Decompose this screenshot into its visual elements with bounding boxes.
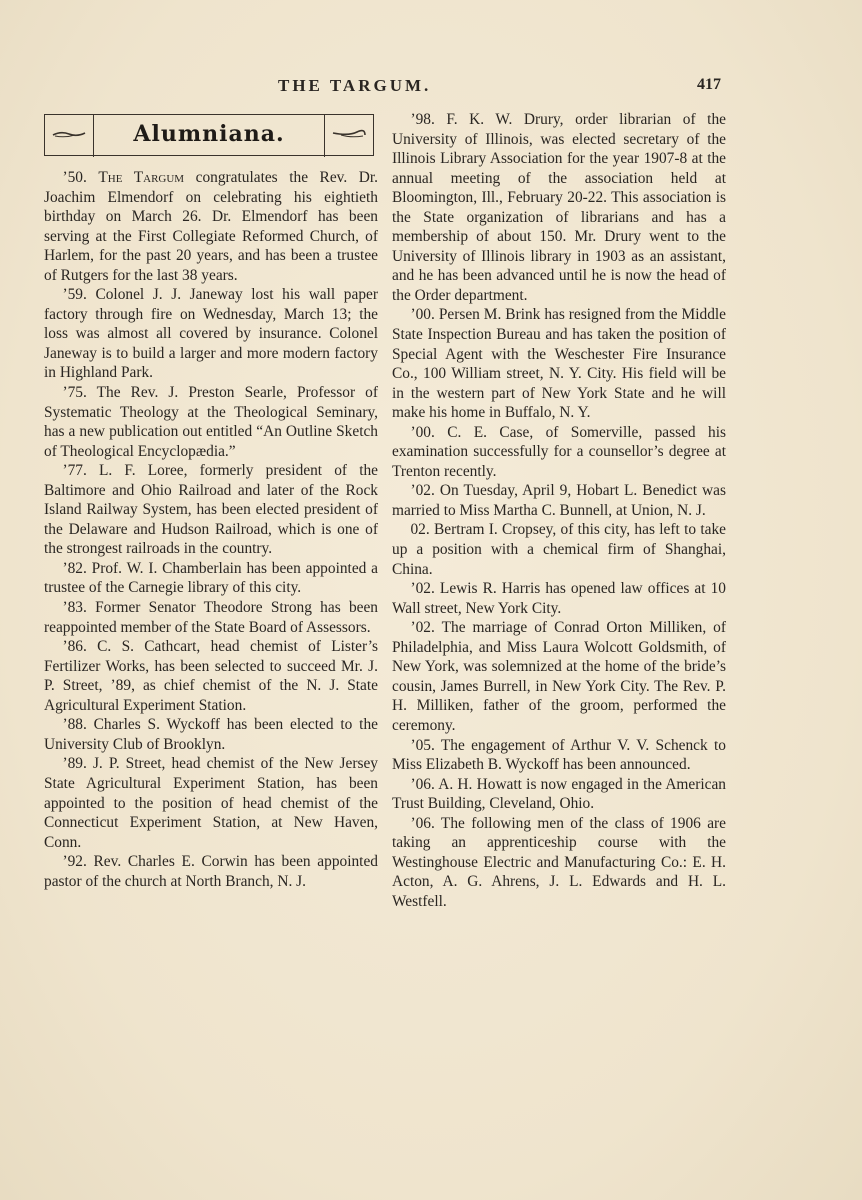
- class-year: 02.: [410, 521, 430, 539]
- alumni-note: [392, 110, 726, 305]
- alumni-note: [392, 423, 726, 482]
- alumni-note: [392, 736, 726, 775]
- note-text: The Rev. J. Preston Searle, Professor of Systematic Theology at the Theological Seminary, has a new publication out entitled “An Outline Sketch of Theological Encyclopædia.”: [44, 384, 378, 460]
- section-header-box: [44, 114, 374, 156]
- alumni-note: [392, 579, 726, 618]
- class-year: ’05.: [410, 736, 435, 754]
- note-text: L. F. Loree, formerly president of the Baltimore and Ohio Railroad and later of the Rock Island Railway System, has been elected president of the Delaware and Hudson Railroad, which is one of the strongest railroads in the country.: [44, 462, 379, 558]
- note-text: The marriage of Conrad Orton Milliken, of Philadelphia, and Miss Laura Wolcott Goldsmith, of New York, was solemnized at the home of the bride’s cousin, James Burrell, in New York City. The Rev. P. H. Milliken, father of the groom, performed the ceremony.: [392, 619, 726, 734]
- note-text: Charles S. Wyckoff has been elected to the University Club of Brooklyn.: [44, 716, 378, 753]
- note-text: C. E. Case, of Somerville, passed his examination successfully for a counsellor’s degree at Trenton recently.: [392, 423, 726, 480]
- class-year: ’75.: [62, 384, 87, 402]
- note-text: Persen M. Brink has resigned from the Middle State Inspection Bureau and has taken the position of Special Agent with the Weschester Fire Insurance Co., 100 William street, N. Y. City. His field will be in the western part of New York State and he will make his home in Buffalo, N. Y.: [392, 306, 726, 422]
- note-text: Lewis R. Harris has opened law offices at 10 Wall street, New York City.: [392, 580, 726, 617]
- right-column: [392, 110, 726, 911]
- left-entries: [44, 168, 378, 891]
- alumni-note: [44, 715, 378, 754]
- note-text: On Tuesday, April 9, Hobart L. Benedict was married to Miss Martha C. Bunnell, at Union, N. J.: [392, 482, 726, 519]
- note-text: Bertram I. Cropsey, of this city, has left to take up a position with a chemical firm of Shanghai, China.: [392, 521, 726, 578]
- note-text: congratulates the Rev. Dr. Joachim Elmendorf on celebrating his eightieth birthday on March 26. Dr. Elmendorf has been serving at the First Collegiate Reformed Church, of Harlem, for the past 20 years, and has been a trustee of Rutgers for the last 38 years.: [44, 169, 378, 284]
- class-year: ’98.: [410, 111, 435, 128]
- right-flourish-icon: [331, 127, 367, 141]
- section-title-panel: [93, 114, 325, 157]
- class-year: ’83.: [62, 599, 87, 617]
- alumni-note: [44, 598, 378, 637]
- class-year: ’06.: [410, 814, 435, 832]
- note-text: F. K. W. Drury, order librarian of the University of Illinois, was elected secretary of the Illinois Library Association for the year 1907-8 at the annual meeting of the association held at Bloomington, Ill., February 20-22. This association is the State organization of librarians and has a membership of about 150. Mr. Drury went to the University of Illinois library in 1903 as an assistant, and he has been advanced until he is now the head of the Order department.: [392, 111, 726, 304]
- running-title: THE TARGUM.: [278, 76, 432, 95]
- class-year: ’86.: [62, 638, 87, 656]
- alumni-note: [392, 481, 726, 520]
- class-year: ’00.: [410, 306, 435, 324]
- note-text: Former Senator Theodore Strong has been reappointed member of the State Board of Assessors.: [44, 599, 378, 636]
- class-year: ’00.: [410, 423, 435, 441]
- class-year: ’02.: [410, 619, 435, 637]
- class-year: ’92.: [62, 853, 87, 871]
- alumni-note: [44, 852, 378, 891]
- alumni-note: [44, 461, 378, 559]
- note-text: Prof. W. I. Chamberlain has been appointed a trustee of the Carnegie library of this city.: [44, 559, 378, 597]
- class-year: ’89.: [62, 755, 87, 773]
- class-year: ’02.: [410, 580, 435, 598]
- class-year: ’88.: [62, 716, 87, 734]
- alumni-note: [44, 754, 378, 852]
- section-heading: Alumniana.: [133, 121, 285, 148]
- class-year: ’77.: [62, 462, 87, 480]
- running-head: [0, 76, 862, 98]
- alumni-note: [392, 775, 726, 814]
- alumni-note: [392, 305, 726, 422]
- note-text: Rev. Charles E. Corwin has been appointed pastor of the church at North Branch, N. J.: [44, 853, 378, 890]
- note-text: Colonel J. J. Janeway lost his wall paper factory through fire on Wednesday, March 13; the loss was almost all covered by insurance. Colonel Janeway is to build a larger and more modern factory in Highland Park.: [44, 286, 378, 382]
- class-year: ’82.: [62, 559, 87, 577]
- alumni-note: [44, 383, 378, 461]
- note-text: C. S. Cathcart, head chemist of Lister’s Fertilizer Works, has been selected to succeed Mr. J. P. Street, ’89, as chief chemist of the N. J. State Agricultural Experiment Station.: [44, 638, 378, 714]
- right-entries: [392, 110, 726, 911]
- alumni-note: [392, 618, 726, 735]
- alumni-note: [392, 520, 726, 579]
- class-year: ’59.: [62, 286, 87, 304]
- left-flourish-icon: [51, 127, 87, 141]
- alumni-note: [44, 559, 378, 598]
- alumni-note: [44, 637, 378, 715]
- left-column: [44, 110, 378, 891]
- alumni-note: [44, 168, 378, 285]
- note-text: J. P. Street, head chemist of the New Jersey State Agricultural Experiment Station, has been appointed to the position of head chemist of the Connecticut Experiment Station, at New Haven, Conn.: [44, 755, 378, 851]
- page-number: 417: [697, 76, 721, 93]
- class-year: ’50.: [62, 169, 87, 186]
- note-text: The following men of the class of 1906 are taking an apprenticeship course with the Westinghouse Electric and Manufacturing Co.: E. H. Acton, A. G. Ahrens, J. L. Edwards and H. L. Westfell.: [392, 814, 726, 910]
- class-year: ’06.: [410, 775, 435, 793]
- class-year: ’02.: [410, 482, 435, 500]
- alumni-note: [392, 814, 726, 912]
- note-text: A. H. Howatt is now engaged in the American Trust Building, Cleveland, Ohio.: [392, 775, 726, 813]
- alumni-note: [44, 285, 378, 383]
- publication-name: The Targum: [98, 169, 185, 186]
- note-text: The engagement of Arthur V. V. Schenck to Miss Elizabeth B. Wyckoff has been announced.: [392, 736, 726, 774]
